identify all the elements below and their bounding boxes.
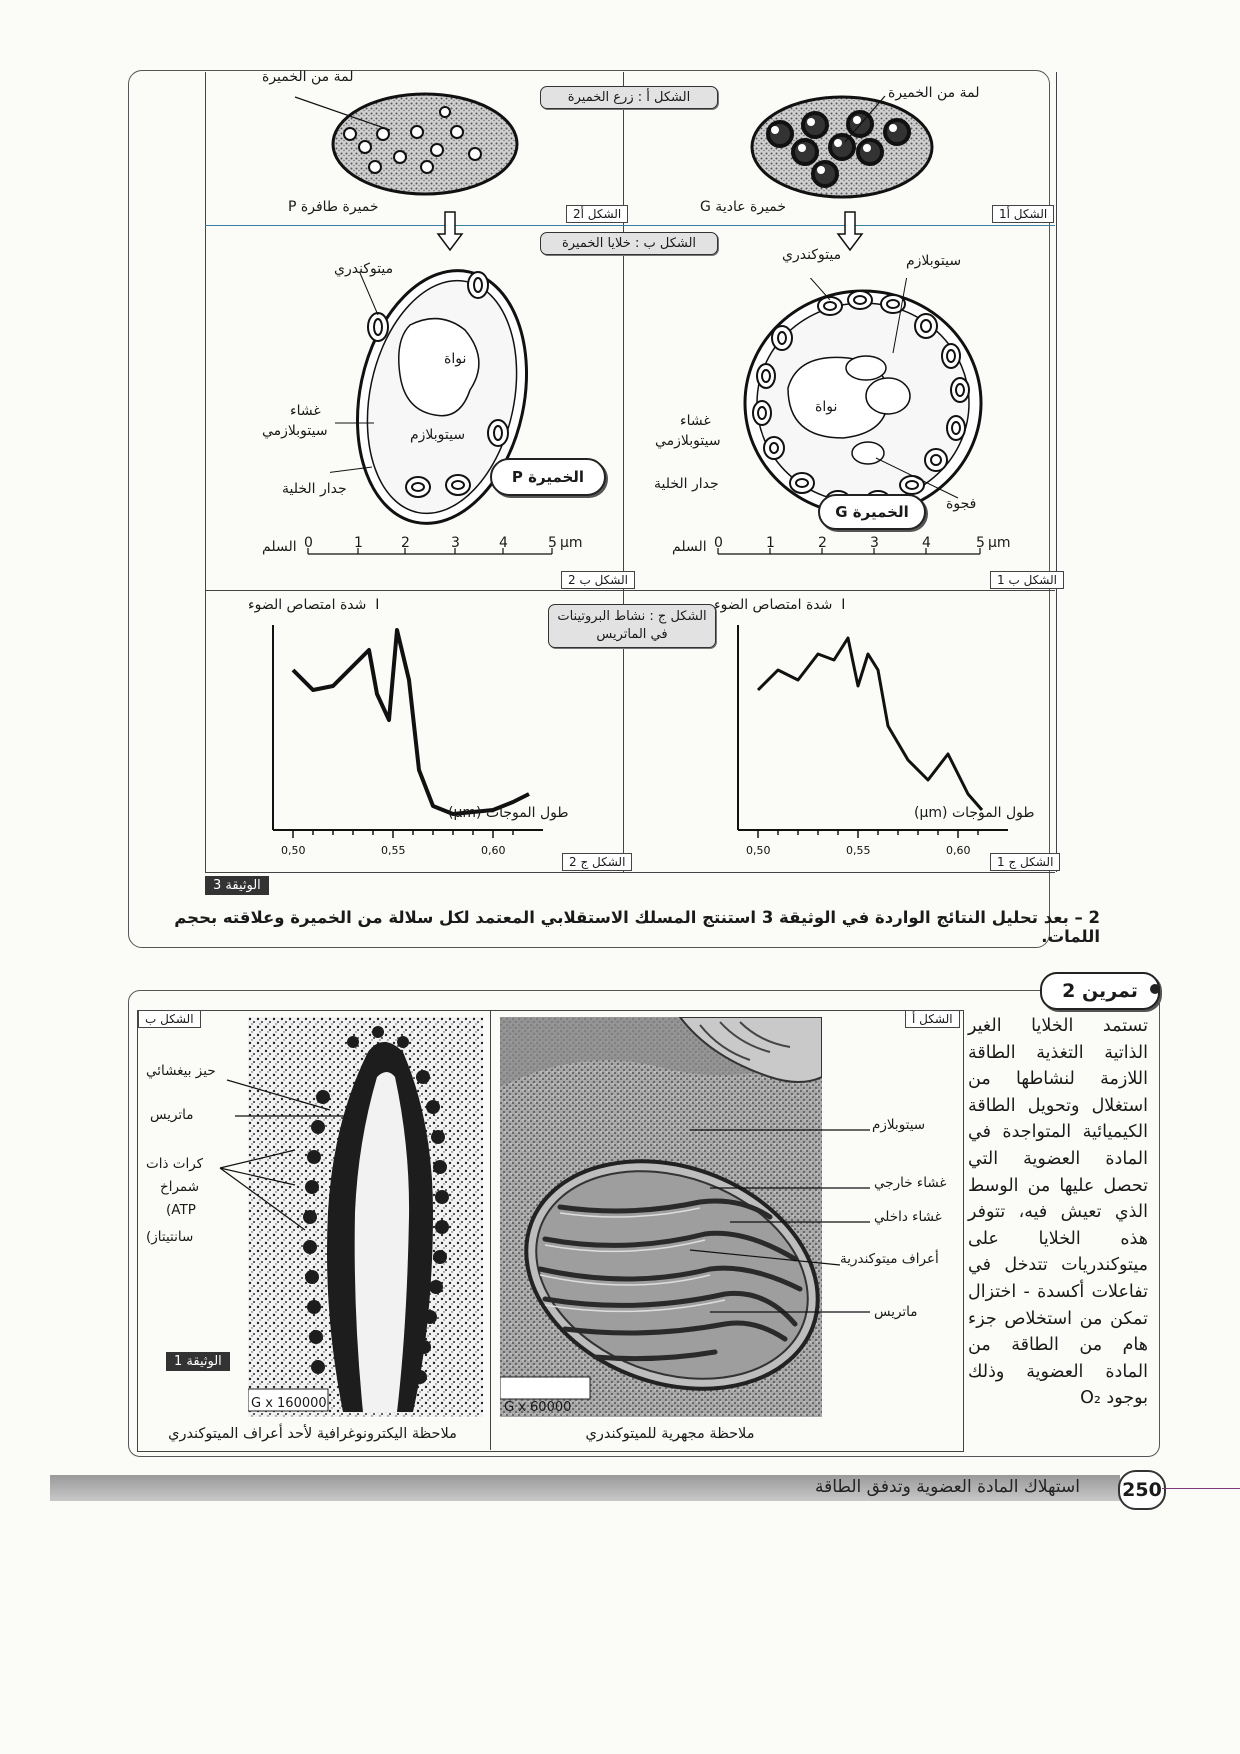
- crista-caption: ملاحظة اليكترونوغرافية لأحد أعراف الميتوكندري: [168, 1426, 457, 1442]
- scale-p-tick-0: 0: [304, 535, 313, 551]
- figure-c-title: [548, 604, 716, 648]
- cell-g-mitochondrion-label: ميتوكندري: [782, 247, 842, 263]
- fig-b2-tag: الشكل ب 2: [561, 571, 635, 589]
- scale-g-tick-2: 2: [818, 535, 827, 551]
- page-number-badge: [1118, 1470, 1166, 1510]
- scale-g-tick-3: 3: [870, 535, 879, 551]
- right-colony-label: لمة من الخميرة: [888, 85, 980, 101]
- scale-g-unit: µm: [988, 535, 1011, 551]
- chart-c2-x-text: طول الموجات: [485, 805, 569, 821]
- exercise-2-title: [1040, 972, 1160, 1010]
- scale-p-tick-3: 3: [451, 535, 460, 551]
- crista-label-particles-2: شمراخ: [160, 1179, 200, 1195]
- strain-g-caption: خميرة عادية G: [700, 199, 787, 215]
- crista-magnification: G x 160000: [251, 1396, 327, 1411]
- arrow-down-p: [438, 212, 462, 250]
- cell-g-cytoplasm-label: سيتوبلازم: [906, 253, 962, 269]
- cell-p-mitochondrion-label: ميتوكندري: [334, 261, 394, 277]
- chart-c1-y-symbol: I: [841, 597, 846, 613]
- cell-p-membrane-label-1: غشاء: [290, 403, 321, 419]
- figures-box-divider: [490, 1010, 491, 1450]
- strain-p-caption: خميرة طافرة P: [288, 199, 379, 215]
- chart-c2-xlabel: [448, 806, 569, 821]
- chart-c2-ylabel: [248, 598, 379, 613]
- scale-p-unit: µm: [560, 535, 583, 551]
- x-tick-label: 0,60: [946, 844, 971, 857]
- fig-a2-tag: الشكل أ2: [566, 205, 628, 223]
- footer-rule: [1162, 1488, 1240, 1489]
- chart-c1-ylabel: [714, 598, 845, 613]
- page-number: 250: [1122, 1479, 1162, 1501]
- fig-c1-tag: الشكل ج 1: [990, 853, 1060, 871]
- chart-c1-series-line: [758, 638, 982, 810]
- exercise-2-bullet-icon: [1150, 984, 1160, 994]
- cell-g-vacuole-3: [852, 442, 884, 464]
- fig-c2-tag: الشكل ج 2: [562, 853, 632, 871]
- crista-label-particles-4: سانتيتاز): [146, 1229, 194, 1245]
- figure-c-title-line1: الشكل ج : نشاط البروتينات: [557, 609, 707, 624]
- fig-b1-tag: الشكل ب 1: [990, 571, 1064, 589]
- cell-g-vacuole-1: [866, 378, 910, 414]
- cell-g-wall-label: جدار الخلية: [654, 476, 719, 492]
- scale-g-tick-1: 1: [766, 535, 775, 551]
- micro-caption: ملاحظة مجهرية للميتوكندري: [585, 1426, 755, 1442]
- micro-magnification: G x 60000: [504, 1400, 572, 1415]
- figure-b-title: الشكل ب : خلايا الخميرة: [540, 232, 718, 255]
- chart-c1-y-text: شدة امتصاص الضوء: [714, 597, 833, 613]
- micro-label-cytoplasm: سيتوبلازم: [872, 1117, 926, 1133]
- crista-label-particles-1: كرات ذات: [146, 1156, 204, 1172]
- crista-label-particles-3: ATP): [166, 1202, 196, 1218]
- scale-p-label: السلم: [262, 539, 297, 555]
- micro-pointers: [680, 1120, 880, 1320]
- exercise-2-paragraph: تستمد الخلايا الغير الذاتية التغذية الطاقة اللازمة لنشاطها من استغلال وتحويل الطاقة الكيميائية المتواجدة في المادة العضوية التي تحصل عليها من الوسط الذي تعيش فيه، تتوفر هذه الخلايا على ميتوكندريات تتدخل في تفاعلات أكسدة - اختزال تمكن من استخلاص جزء هام من الطاقة من المادة العضوية وذلك بوجود O₂: [968, 1016, 1148, 1409]
- fig-a1-tag: الشكل أ1: [992, 205, 1054, 223]
- cell-g-membrane-label-1: غشاء: [680, 413, 711, 429]
- cell-p-wall-label: جدار الخلية: [282, 481, 347, 497]
- micro-label-inner-membrane: غشاء داخلي: [874, 1209, 942, 1225]
- x-tick-label: 0,50: [281, 844, 306, 857]
- grid-row-divider-2: [205, 590, 1055, 591]
- scale-bar-p: [308, 548, 552, 554]
- scale-bar-g: [718, 548, 980, 554]
- chart-c2-y-symbol: I: [375, 597, 380, 613]
- chart-c2-series-line: [293, 630, 529, 814]
- left-colony-label: لمة من الخميرة: [262, 69, 354, 85]
- chart-c1-ticks: [746, 830, 978, 857]
- scale-p-tick-4: 4: [499, 535, 508, 551]
- crista-fig-b-tag: الشكل ب: [138, 1010, 201, 1028]
- yeast-culture-illustration: [205, 69, 1055, 252]
- scale-p-tick-1: 1: [354, 535, 363, 551]
- chart-c2-x-unit: (µm): [448, 805, 482, 821]
- scale-g-label: السلم: [672, 539, 707, 555]
- crista-label-intermembrane: حيز بيغشائي: [146, 1063, 216, 1079]
- question-2: 2 – بعد تحليل النتائج الواردة في الوثيقة 3 استنتج المسلك الاستقلابي المعتمد لكل سلالة من الخميرة وعلاقته بحجم اللمات.: [174, 908, 1100, 946]
- cell-p-cytoplasm-label: سيتوبلازم: [410, 427, 466, 443]
- x-tick-label: 0,55: [381, 844, 406, 857]
- micro-label-cristae: أعراف ميتوكندرية: [840, 1251, 939, 1267]
- scale-g-tick-4: 4: [922, 535, 931, 551]
- x-tick-label: 0,55: [846, 844, 871, 857]
- figure-a-title: الشكل أ : زرع الخميرة: [540, 86, 718, 109]
- chart-c2-ticks: [281, 830, 513, 857]
- strain-p-label: الخميرة P: [490, 458, 606, 496]
- document-3-tag: الوثيقة 3: [205, 876, 269, 895]
- chart-c1-x-unit: (µm): [914, 805, 948, 821]
- crista-pointers: [215, 1070, 355, 1250]
- figure-c-title-line2: في الماتريس: [596, 627, 668, 642]
- scale-g-tick-0: 0: [714, 535, 723, 551]
- chart-c2: [255, 610, 565, 860]
- micro-label-outer-membrane: غشاء خارجي: [874, 1175, 947, 1191]
- grid-row-divider-3: [205, 872, 1055, 873]
- petri-dish-g: [752, 97, 932, 197]
- cell-p-membrane-label-2: سيتوبلازمي: [262, 423, 328, 439]
- chart-c1-x-text: طول الموجات: [951, 805, 1035, 821]
- scale-p-tick-5: 5: [548, 535, 557, 551]
- cell-g-vacuole-2: [846, 356, 886, 380]
- cell-g-diagram: [738, 278, 988, 528]
- x-tick-label: 0,50: [746, 844, 771, 857]
- strain-g-label: الخميرة G: [818, 494, 926, 530]
- scale-g-tick-5: 5: [976, 535, 985, 551]
- petri-dish-p: [333, 94, 517, 194]
- exercise-doc-1-tag: الوثيقة 1: [166, 1352, 230, 1371]
- micro-fig-a-tag: الشكل أ: [905, 1010, 960, 1028]
- chart-c1-xlabel: [914, 806, 1035, 821]
- chart-c2-y-text: شدة امتصاص الضوء: [248, 597, 367, 613]
- chart-c2-axes: [273, 625, 543, 830]
- exercise-2-title-text: تمرين 2: [1062, 980, 1138, 1002]
- cell-p-mito-pointer: [360, 273, 378, 315]
- arrow-down-g: [838, 212, 862, 250]
- cell-g-membrane-label-2: سيتوبلازمي: [655, 433, 721, 449]
- cell-g-vacuole-label: فجوة: [946, 496, 977, 512]
- chart-c1-axes: [738, 625, 1008, 830]
- x-tick-label: 0,60: [481, 844, 506, 857]
- footer-title: استهلاك المادة العضوية وتدفق الطاقة: [814, 1477, 1080, 1497]
- chart-c1: [720, 610, 1030, 860]
- micro-label-matrix: ماتريس: [874, 1304, 918, 1320]
- cell-g-nucleus-label: نواة: [815, 399, 838, 415]
- scale-p-tick-2: 2: [401, 535, 410, 551]
- crista-label-matrix: ماتريس: [150, 1107, 194, 1123]
- cell-p-nucleus-label: نواة: [444, 351, 467, 367]
